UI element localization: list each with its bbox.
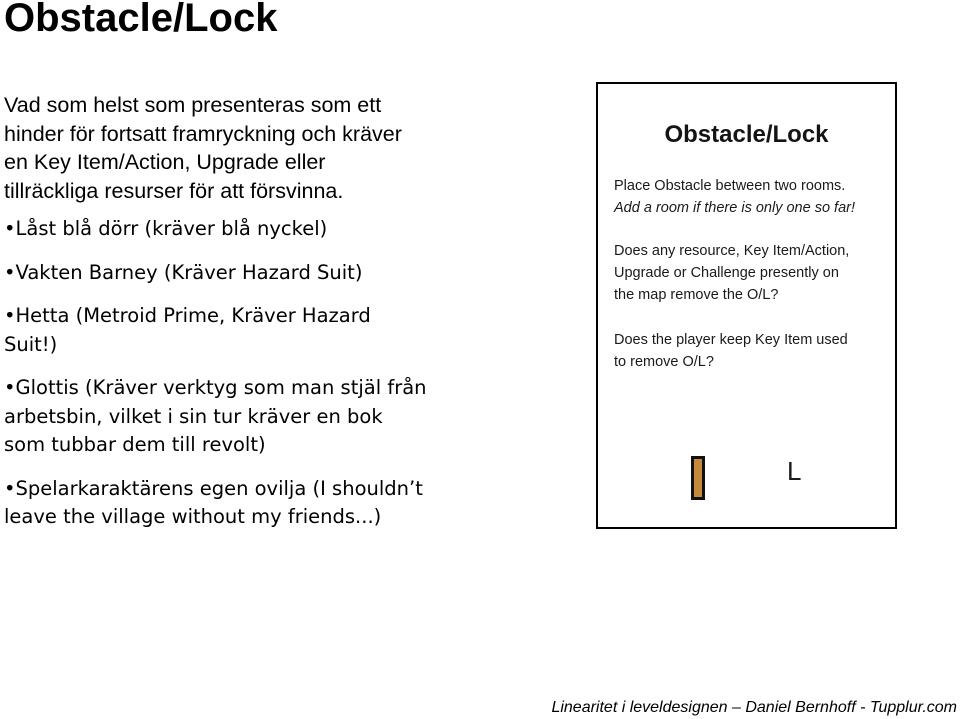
bullet-item [4, 302, 574, 359]
bullet-line: Suit!) [4, 332, 58, 356]
card-line: Does any resource, Key Item/Action, [614, 243, 850, 259]
card-question-block [614, 240, 889, 306]
card-question-block [614, 329, 889, 373]
bullet-line: •Glottis (Kräver verktyg som man stjäl från [4, 376, 427, 399]
card-line: Upgrade or Challenge presently on [614, 265, 839, 281]
card-title: Obstacle/Lock [664, 121, 829, 148]
bullet-line: •Spelarkaraktärens egen ovilja (I shouldn’t [4, 476, 423, 500]
bullet-line: •Vakten Barney (Kräver Hazard Suit) [4, 260, 363, 284]
intro-line: tillräckliga resurser för att försvinna. [4, 178, 344, 203]
intro-line: Vad som helst som presenteras som ett [4, 93, 382, 117]
bullet-line: som tubbar dem till revolt) [4, 433, 266, 456]
bullet-line: •Låst blå dörr (kräver blå nyckel) [4, 217, 328, 240]
footer-credit: Linearitet i leveldesignen – Daniel Bernhoff - Tupplur.com [551, 699, 957, 716]
card-line: Place Obstacle between two rooms. [614, 178, 846, 194]
bullet-line: arbetsbin, vilket i sin tur kräver en bok [4, 404, 383, 428]
bullet-item [4, 259, 574, 288]
bullet-line: •Hetta (Metroid Prime, Kräver Hazard [4, 304, 371, 327]
bullet-list [4, 215, 574, 547]
bullet-line: leave the village without my friends...) [4, 505, 382, 528]
card-line: Add a room if there is only one so far! [614, 200, 855, 216]
bullet-item [4, 475, 574, 532]
card-instruction-block [614, 175, 889, 219]
obstacle-lock-card [596, 82, 897, 529]
slide-title: Obstacle/Lock [4, 0, 278, 40]
card-line: to remove O/L? [614, 354, 714, 370]
bullet-item [4, 215, 574, 244]
bullet-item [4, 374, 574, 460]
card-letter: L [787, 456, 802, 486]
card-line: Does the player keep Key Item used [614, 332, 848, 348]
card-line: the map remove the O/L? [614, 287, 779, 303]
door-token-icon [691, 456, 705, 500]
intro-line: hinder för fortsatt framryckning och kräver [4, 121, 402, 146]
intro-paragraph [4, 91, 564, 205]
intro-line: en Key Item/Action, Upgrade eller [4, 150, 326, 174]
